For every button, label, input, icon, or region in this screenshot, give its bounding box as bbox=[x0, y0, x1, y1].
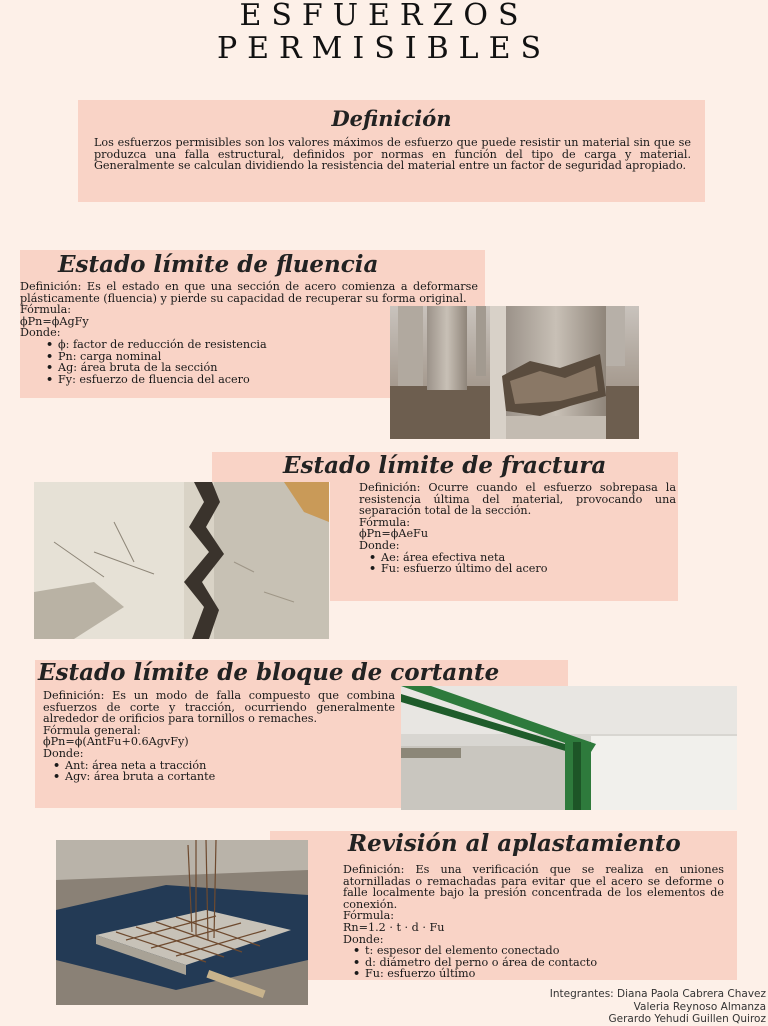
fluencia-heading: Estado límite de fluencia bbox=[58, 251, 379, 278]
fluencia-formula-label: Fórmula: bbox=[20, 303, 72, 317]
credits-line1: Integrantes: Diana Paola Cabrera Chavez bbox=[549, 988, 766, 1000]
fractura-formula: ϕPn=ϕAeFu bbox=[359, 527, 429, 541]
poster-title-line2: PERMISIBLES bbox=[216, 31, 552, 66]
steel-beam-photo bbox=[401, 686, 737, 810]
bloque-definition: Definición: Es un modo de falla compuesto que combina esfuerzos de corte y tracción, ocurriendo generalmente alrededor de orificios para tornillos o remaches. bbox=[43, 689, 395, 726]
bloque-formula-label: Fórmula general: bbox=[43, 723, 141, 737]
bloque-formula: ϕPn=ϕ(AntFu+0.6AgvFy) bbox=[43, 735, 189, 749]
definicion-box bbox=[78, 100, 705, 202]
bloque-list bbox=[43, 760, 395, 783]
rebar-footing-photo bbox=[56, 840, 308, 1005]
aplastamiento-formula-label: Fórmula: bbox=[343, 909, 395, 923]
credits-line3: Gerardo Yehudi Guillen Quiroz bbox=[608, 1013, 766, 1025]
fractura-formula-label: Fórmula: bbox=[359, 515, 411, 529]
aplastamiento-donde: Donde: bbox=[343, 932, 384, 946]
list-item: • ϕ: factor de reducción de resistencia bbox=[58, 339, 478, 351]
definicion-text: Los esfuerzos permisibles son los valores máximos de esfuerzo que puede resistir un material sin que se produzca una falla estructural, definidos por normas en función del tipo de carga y material. Generalmente se calculan dividiendo la resistencia del material entre un factor de seguridad apropiado. bbox=[94, 136, 691, 173]
steel-beam-image bbox=[401, 686, 737, 810]
list-item: • Pn: carga nominal bbox=[58, 351, 478, 363]
fluencia-donde: Donde: bbox=[20, 326, 61, 340]
list-item: • Fy: esfuerzo de fluencia del acero bbox=[58, 374, 478, 386]
credits bbox=[550, 988, 766, 1026]
fractura-donde: Donde: bbox=[359, 538, 400, 552]
fractura-definition: Definición: Ocurre cuando el esfuerzo sobrepasa la resistencia última del material, provocando una separación total de la sección. bbox=[359, 481, 676, 518]
list-item: • Agv: área bruta a cortante bbox=[65, 771, 395, 783]
credits-line2: Valeria Reynoso Almanza bbox=[633, 1000, 766, 1013]
aplastamiento-content bbox=[343, 864, 724, 980]
fractura-list bbox=[359, 552, 676, 575]
definicion-heading: Definición bbox=[331, 106, 452, 131]
bloque-donde: Donde: bbox=[43, 746, 84, 760]
fractura-heading: Estado límite de fractura bbox=[283, 452, 607, 479]
list-item: • t: espesor del elemento conectado bbox=[365, 945, 724, 957]
cracked-wall-image bbox=[34, 482, 329, 639]
rebar-footing-image bbox=[56, 840, 308, 1005]
bloque-content bbox=[43, 690, 395, 783]
aplastamiento-list bbox=[343, 945, 724, 980]
list-item: • Fu: esfuerzo último bbox=[365, 968, 724, 980]
aplastamiento-formula: Rn=1.2 · t · d · Fu bbox=[343, 920, 445, 934]
fluencia-definition: Definición: Es el estado en que una sección de acero comienza a deformarse plásticamente (fluencia) y pierde su capacidad de recuperar su forma original. bbox=[20, 280, 478, 305]
poster-title-line1: ESFUERZOS bbox=[239, 0, 529, 33]
fractura-content bbox=[359, 482, 676, 575]
concrete-columns-photo bbox=[390, 306, 639, 439]
aplastamiento-heading: Revisión al aplastamiento bbox=[348, 830, 681, 857]
concrete-columns-image bbox=[390, 306, 639, 439]
list-item: • Fu: esfuerzo último del acero bbox=[381, 563, 676, 575]
list-item: • d: diámetro del perno o área de contacto bbox=[365, 957, 724, 969]
aplastamiento-definition: Definición: Es una verificación que se realiza en uniones atornilladas o remachadas para evitar que el acero se deforme o falle localmente bajo la presión concentrada de los elementos de conexión. bbox=[343, 863, 724, 911]
cracked-wall-photo bbox=[34, 482, 329, 639]
list-item: • Ant: área neta a tracción bbox=[65, 760, 395, 772]
bloque-heading: Estado límite de bloque de cortante bbox=[38, 659, 500, 686]
fluencia-formula: ϕPn=ϕAgFy bbox=[20, 314, 89, 328]
list-item: • Ag: área bruta de la sección bbox=[58, 362, 478, 374]
list-item: • Ae: área efectiva neta bbox=[381, 552, 676, 564]
